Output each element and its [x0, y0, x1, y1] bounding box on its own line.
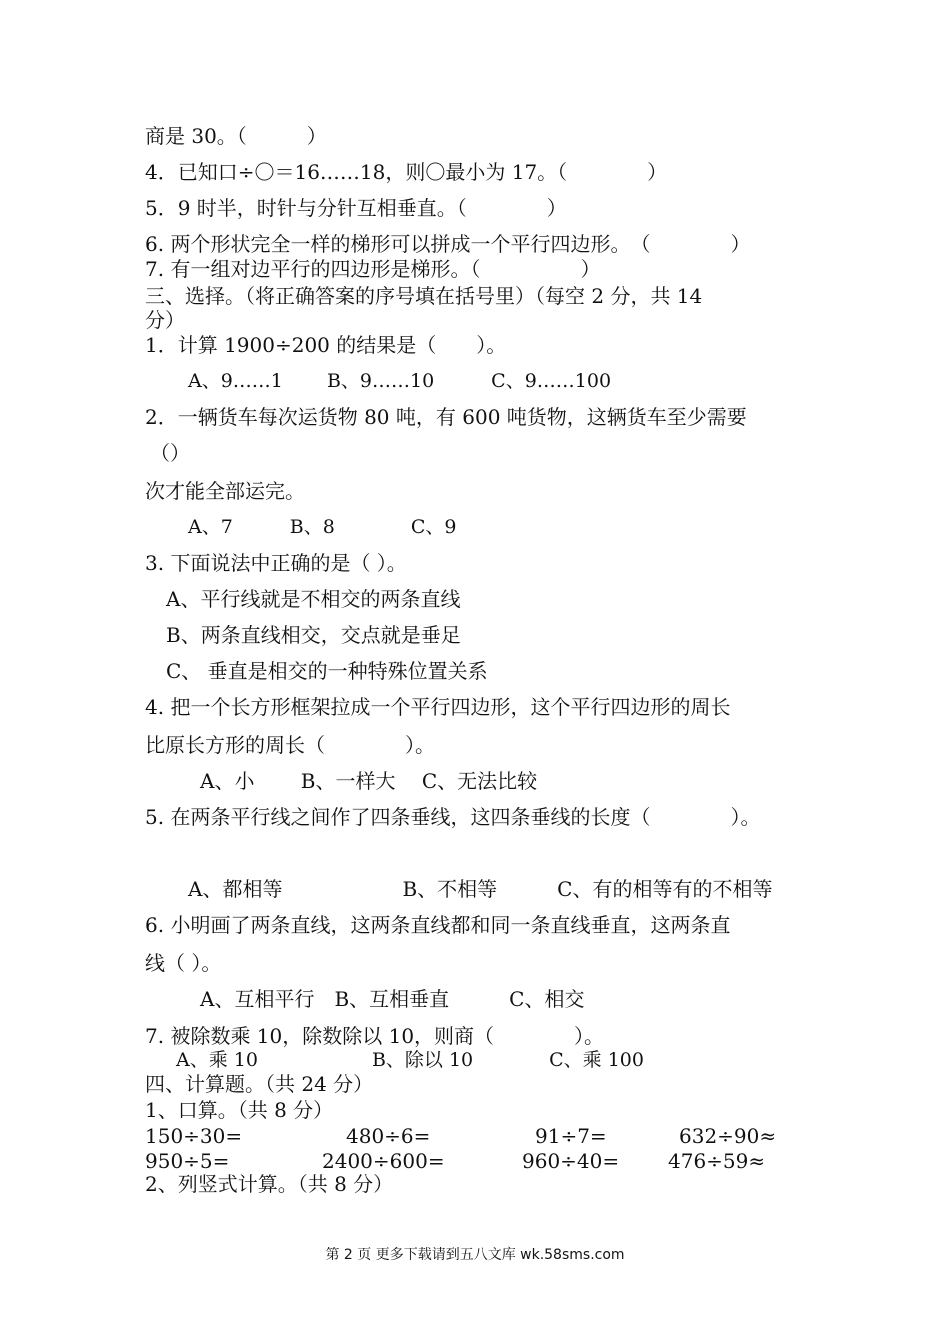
section-4-heading: 四、计算题。（共 24 分）	[145, 1072, 374, 1096]
choice-q2-cont: 次才能全部运完。	[145, 479, 305, 503]
oral-calc-item: 150÷30=	[145, 1124, 243, 1148]
choice-q5-options: A、都相等 B、不相等 C、有的相等有的不相等	[188, 877, 773, 901]
judge-q7: 7. 有一组对边平行的四边形是梯形。（ ）	[145, 257, 601, 281]
choice-q4-options: A、小 B、一样大 C、无法比较	[200, 769, 538, 793]
judge-q3-continued: 商是 30。（ ）	[145, 124, 327, 148]
oral-calc-item: 480÷6=	[346, 1124, 431, 1148]
choice-q2: 2．一辆货车每次运货物 80 吨，有 600 吨货物，这辆货车至少需要	[145, 405, 747, 429]
choice-q2-options: A、7 B、8 C、9	[188, 516, 457, 538]
judge-q6: 6. 两个形状完全一样的梯形可以拼成一个平行四边形。 （ ）	[145, 232, 751, 256]
oral-calc-item: 950÷5=	[145, 1149, 230, 1173]
choice-q1: 1．计算 1900÷200 的结果是（ ）。	[145, 333, 507, 357]
choice-q7: 7. 被除数乘 10，除数除以 10，则商（ ）。	[145, 1024, 605, 1048]
oral-calc-item: 91÷7=	[535, 1124, 607, 1148]
oral-calc-item: 476÷59≈	[668, 1149, 766, 1173]
oral-calc-item: 960÷40=	[522, 1149, 620, 1173]
choice-q4-cont: 比原长方形的周长（ ）。	[145, 733, 435, 757]
oral-calc-heading: 1、口算。（共 8 分）	[145, 1098, 334, 1122]
choice-q5: 5. 在两条平行线之间作了四条垂线，这四条垂线的长度（ ）。	[145, 805, 761, 829]
page-footer: 第 2 页 更多下载请到五八文库 wk.58sms.com	[325, 1247, 625, 1263]
vertical-calc-heading: 2、列竖式计算。（共 8 分）	[145, 1172, 394, 1196]
choice-q7-options: A、乘 10 B、除以 10 C、乘 100	[176, 1049, 644, 1071]
choice-q3-option-c: C、 垂直是相交的一种特殊位置关系	[166, 659, 488, 683]
section-3-heading: 三、选择。（将正确答案的序号填在括号里）（每空 2 分，共 14	[145, 284, 703, 308]
section-3-heading-cont: 分）	[145, 308, 185, 332]
oral-calc-item: 632÷90≈	[679, 1124, 777, 1148]
choice-q6-cont: 线（ ）。	[145, 951, 222, 975]
choice-q2-blank: （）	[150, 441, 190, 465]
judge-q5: 5．9 时半，时针与分针互相垂直。（ ）	[145, 196, 567, 220]
choice-q6: 6. 小明画了两条直线，这两条直线都和同一条直线垂直，这两条直	[145, 913, 731, 937]
choice-q4: 4. 把一个长方形框架拉成一个平行四边形，这个平行四边形的周长	[145, 695, 731, 719]
choice-q6-options: A、互相平行 B、互相垂直 C、相交	[200, 987, 585, 1011]
choice-q3-option-a: A、平行线就是不相交的两条直线	[166, 587, 461, 611]
choice-q1-options: A、9……1 B、9……10 C、9……100	[188, 370, 612, 392]
oral-calc-item: 2400÷600=	[322, 1149, 445, 1173]
choice-q3: 3. 下面说法中正确的是（ ）。	[145, 551, 407, 575]
judge-q4: 4．已知口÷〇＝16……18，则〇最小为 17。（ ）	[145, 160, 668, 184]
choice-q3-option-b: B、两条直线相交，交点就是垂足	[166, 623, 461, 647]
